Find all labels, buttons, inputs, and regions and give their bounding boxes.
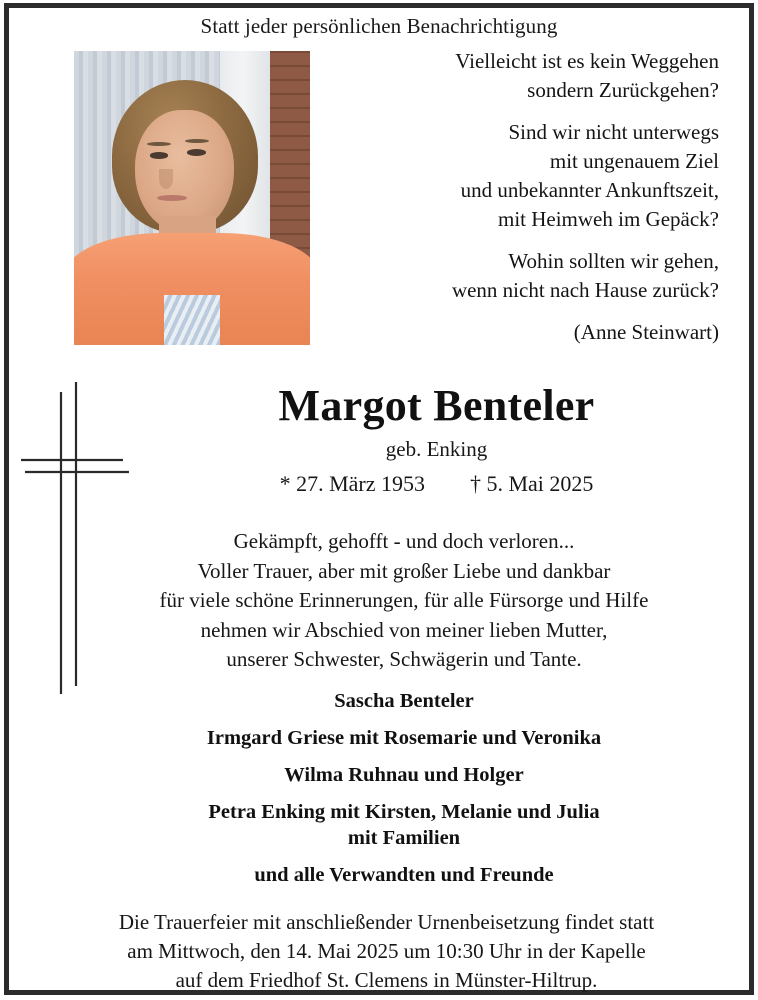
- poem-line: mit ungenauem Ziel: [549, 149, 719, 173]
- portrait-photo: [74, 51, 310, 345]
- mourner-line: Petra Enking mit Kirsten, Melanie und Julia: [208, 801, 600, 823]
- funeral-service-info: [29, 908, 744, 995]
- notice-header-text: Statt jeder persönlichen Benachrichtigung: [200, 14, 558, 38]
- photo-mouth: [157, 195, 188, 201]
- service-line: Die Trauerfeier mit anschließender Urnenbeisetzung findet statt: [118, 910, 655, 934]
- tribute-line: für viele schöne Erinnerungen, für alle Fürsorge und Hilfe: [159, 588, 649, 612]
- mourner-line: Irmgard Griese mit Rosemarie und Veronika: [206, 727, 602, 749]
- mourner-line: Wilma Ruhnau und Holger: [284, 764, 524, 786]
- tribute-text: [64, 527, 744, 675]
- poem-line: und unbekannter Ankunftszeit,: [460, 178, 719, 202]
- photo-eye-right: [187, 149, 206, 155]
- poem-line: sondern Zurückgehen?: [527, 78, 719, 102]
- photo-striped-shirt: [164, 295, 221, 345]
- photo-eye-left: [150, 152, 169, 158]
- poem-line: Vielleicht ist es kein Weggehen: [455, 49, 719, 73]
- mourner-line: mit Familien: [347, 827, 461, 849]
- service-line: auf dem Friedhof St. Clemens in Münster-Hiltrup.: [175, 968, 598, 992]
- tribute-line: nehmen wir Abschied von meiner lieben Mutter,: [200, 617, 608, 642]
- poem-attribution: (Anne Steinwart): [573, 320, 719, 344]
- poem-line: Wohin sollten wir gehen,: [508, 249, 719, 273]
- poem-line: Sind wir nicht unterwegs: [508, 120, 719, 144]
- maiden-name: geb. Enking: [385, 437, 488, 461]
- portrait-photo-image: [74, 51, 310, 345]
- poem-stanza-1: [339, 47, 719, 105]
- birth-date: * 27. März 1953: [279, 471, 425, 496]
- memorial-poem: [339, 47, 719, 347]
- life-dates: [129, 468, 744, 500]
- page-title: Margot Benteler: [278, 381, 595, 430]
- service-line: am Mittwoch, den 14. Mai 2025 um 10:30 Uhr in der Kapelle: [127, 939, 646, 963]
- death-date: † 5. Mai 2025: [469, 471, 594, 496]
- mourner-line: und alle Verwandten und Freunde: [254, 864, 554, 886]
- tribute-line: Voller Trauer, aber mit großer Liebe und dankbar: [197, 558, 611, 583]
- mourner-line: Sascha Benteler: [334, 690, 474, 712]
- poem-line: mit Heimweh im Gepäck?: [497, 207, 719, 231]
- tribute-line: unserer Schwester, Schwägerin und Tante.: [226, 647, 582, 671]
- poem-line: wenn nicht nach Hause zurück?: [451, 278, 719, 302]
- notice-content: [9, 8, 749, 990]
- tribute-line: Gekämpft, gehofft - und doch verloren...: [233, 529, 575, 553]
- poem-stanza-2: [339, 118, 719, 234]
- poem-stanza-3: [339, 247, 719, 305]
- photo-and-poem-block: [9, 39, 749, 351]
- deceased-name-block: [129, 380, 744, 500]
- mourners-list: [64, 688, 744, 888]
